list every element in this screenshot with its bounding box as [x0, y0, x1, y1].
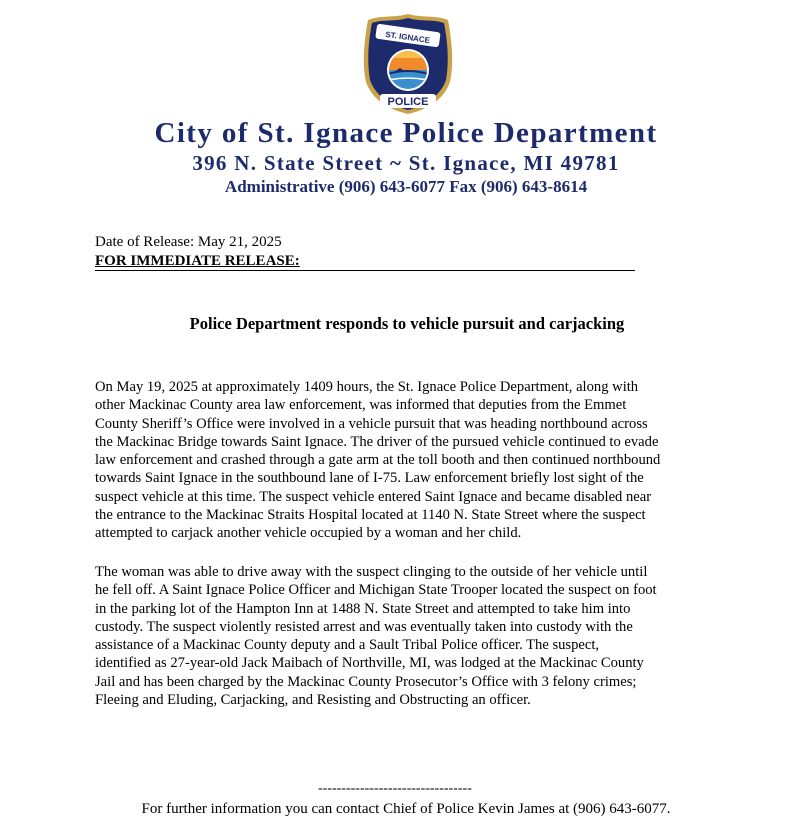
police-badge-logo [360, 12, 456, 116]
body-paragraph-1 [95, 378, 725, 543]
release-date: Date of Release: May 21, 2025 [95, 234, 282, 250]
paragraph-line: Fleeing and Eluding, Carjacking, and Resisting and Obstructing an officer. [95, 692, 531, 709]
department-phones: Administrative (906) 643-6077 Fax (906) 643-8614 [224, 177, 588, 196]
immediate-release-label: FOR IMMEDIATE RELEASE: [95, 253, 300, 269]
paragraph-line: the entrance to the Mackinac Straits Hospital located at 1140 N. State Street where the suspect [95, 507, 646, 524]
paragraph-line: suspect vehicle at this time. The suspect vehicle entered Saint Ignace and became disabled near [95, 488, 652, 505]
badge-bottom-text: POLICE [387, 96, 429, 108]
body-paragraph-2 [95, 563, 725, 709]
paragraph-line: he fell off. A Saint Ignace Police Officer and Michigan State Trooper located the suspect on foot [95, 582, 657, 599]
department-address: 396 N. State Street ~ St. Ignace, MI 49781 [192, 151, 620, 175]
badge-top-text: ST. IGNACE [384, 29, 431, 46]
paragraph-line: County Sheriff’s Office were involved in a vehicle pursuit that was heading northbound across [95, 415, 648, 432]
paragraph-line: towards Saint Ignace in the southbound lane of I-75. Law enforcement briefly lost sight of the [95, 470, 644, 487]
department-title: City of St. Ignace Police Department [154, 117, 658, 149]
footer-contact: For further information you can contact Chief of Police Kevin James at (906) 643-6077. [141, 801, 671, 817]
paragraph-line: On May 19, 2025 at approximately 1409 hours, the St. Ignace Police Department, along with [95, 379, 639, 395]
paragraph-line: Jail and has been charged by the Mackinac County Prosecutor’s Office with 3 felony crimes; [95, 673, 637, 690]
paragraph-line: law enforcement and crashed through a gate arm at the toll booth and then continued northbound [95, 452, 661, 469]
paragraph-line: identified as 27-year-old Jack Maibach of Northville, MI, was lodged at the Mackinac County [95, 655, 644, 672]
immediate-release-line [95, 253, 635, 271]
press-headline: Police Department responds to vehicle pursuit and carjacking [189, 314, 625, 333]
paragraph-line: in the parking lot of the Hampton Inn at 1488 N. State Street and attempted to take him into [95, 600, 631, 617]
paragraph-line: other Mackinac County area law enforcement, was informed that deputies from the Emmet [95, 397, 627, 414]
paragraph-line: the Mackinac Bridge towards Saint Ignace. The driver of the pursued vehicle continued to evade [95, 433, 659, 450]
paragraph-line: attempted to carjack another vehicle occupied by a woman and her child. [95, 525, 522, 542]
paragraph-line: The woman was able to drive away with the suspect clinging to the outside of her vehicle until [95, 564, 648, 580]
paragraph-line: assistance of a Mackinac County deputy and a Sault Tribal Police officer. The suspect, [95, 637, 600, 654]
footer-divider: --------------------------------- [318, 781, 472, 796]
paragraph-line: custody. The suspect violently resisted arrest and was eventually taken into custody with the [95, 618, 633, 635]
